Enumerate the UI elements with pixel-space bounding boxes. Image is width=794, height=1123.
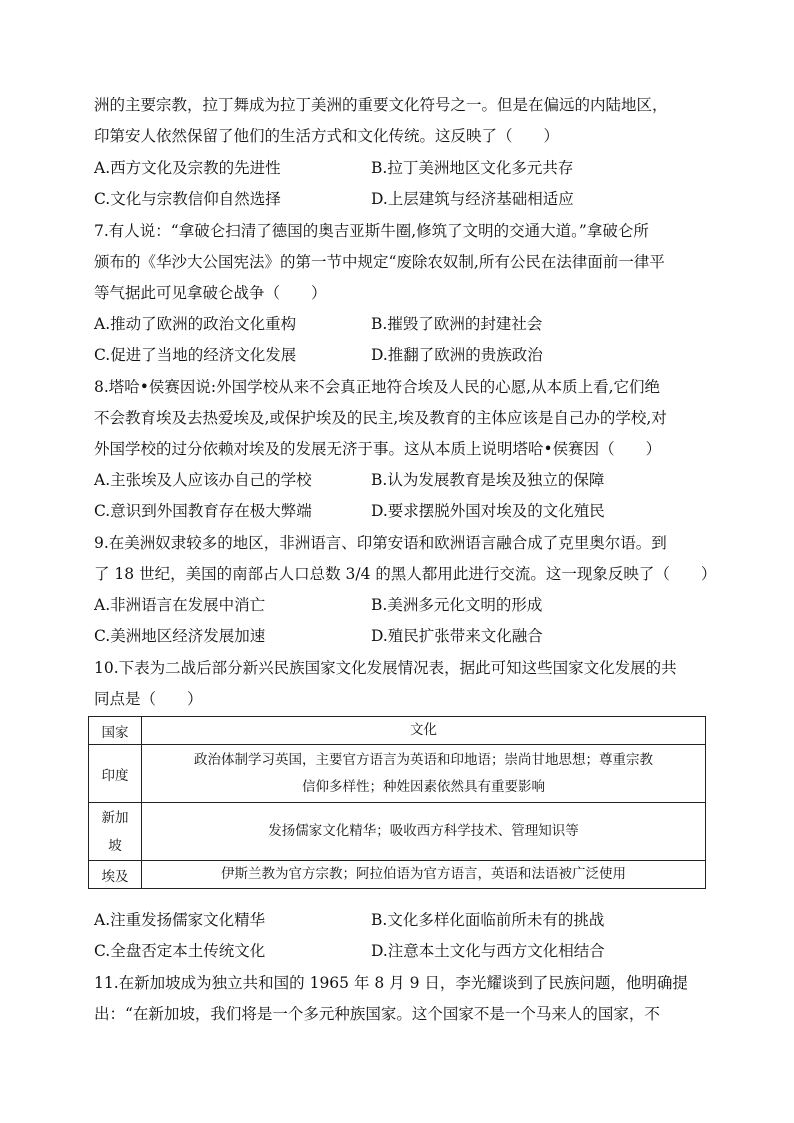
q8-option-b[interactable]: B.认为发展教育是埃及独立的保障 (371, 471, 605, 489)
q8-stem-line-1: 8.塔哈•侯赛因说:外国学校从来不会真正地符合埃及人民的心愿,从本质上看,它们绝 (94, 378, 661, 396)
q8-options-row-2 (94, 501, 714, 521)
q9-option-d[interactable]: D.殖民扩张带来文化融合 (371, 627, 543, 645)
q10-stem-line-2: 同点是（ ） (94, 690, 203, 708)
culture-india (142, 745, 706, 803)
q9-option-b[interactable]: B.美洲多元化文明的形成 (371, 596, 543, 614)
q6-option-a[interactable]: A.西方文化及宗教的先进性 (94, 159, 281, 177)
culture-table (88, 716, 706, 889)
culture-india-line-1: 政治体制学习英国，主要官方语言为英语和印地语；崇尚甘地思想；尊重宗教 (194, 751, 653, 768)
header-culture: 文化 (142, 717, 706, 745)
country-egypt: 埃及 (89, 861, 142, 889)
culture-india-line-2: 信仰多样性；种姓因素依然具有重要影响 (302, 778, 545, 795)
q9-options-row-1 (94, 595, 714, 615)
q11-stem-line-1: 11.在新加坡成为独立共和国的 1965 年 8 月 9 日，李光耀谈到了民族问题，他明确提 (94, 974, 688, 992)
q10-option-d[interactable]: D.注意本土文化与西方文化相结合 (371, 942, 605, 960)
q6-stem-line-1: 洲的主要宗教，拉丁舞成为拉丁美洲的重要文化符号之一。但是在偏远的内陆地区， (94, 96, 668, 114)
table-row-singapore (89, 803, 706, 861)
q6-options-row-2 (94, 189, 714, 209)
q10-option-a[interactable]: A.注重发扬儒家文化精华 (94, 911, 266, 929)
table-header-row (89, 717, 706, 745)
table-row-egypt (89, 861, 706, 889)
q8-option-c[interactable]: C.意识到外国教育存在极大弊端 (94, 502, 312, 520)
q7-option-d[interactable]: D.推翻了欧洲的贵族政治 (371, 346, 543, 364)
q8-option-a[interactable]: A.主张埃及人应该办自己的学校 (94, 471, 312, 489)
q6-option-c[interactable]: C.文化与宗教信仰自然选择 (94, 190, 281, 208)
culture-singapore: 发扬儒家文化精华；吸收西方科学技术、管理知识等 (142, 803, 706, 861)
q8-stem-line-3: 外国学校的过分依赖对埃及的发展无济于事。这从本质上说明塔哈•侯赛因（ ） (94, 440, 662, 458)
q9-option-a[interactable]: A.非洲语言在发展中消亡 (94, 596, 266, 614)
q7-option-a[interactable]: A.推动了欧洲的政治文化重构 (94, 315, 297, 333)
q9-option-c[interactable]: C.美洲地区经济发展加速 (94, 627, 266, 645)
country-singapore (89, 803, 142, 861)
country-india: 印度 (89, 745, 142, 803)
q6-options-row-1 (94, 158, 714, 178)
q10-stem-line-1: 10.下表为二战后部分新兴民族国家文化发展情况表，据此可知这些国家文化发展的共 (94, 659, 677, 677)
q7-stem-line-3: 等气据此可见拿破仑战争（ ） (94, 284, 327, 302)
q10-option-c[interactable]: C.全盘否定本土传统文化 (94, 942, 266, 960)
q9-stem-line-2: 了 18 世纪，美国的南部占人口总数 3/4 的黑人都用此进行交流。这一现象反映了（ ） (94, 565, 717, 583)
q11-stem-line-2: 出：“在新加坡，我们将是一个多元种族国家。这个国家不是一个马来人的国家，不 (94, 1005, 660, 1023)
q10-options-row-1 (94, 910, 714, 930)
q7-stem-line-1: 7.有人说：“拿破仑扫清了德国的奥吉亚斯牛圈,修筑了文明的交通大道。”拿破仑所 (94, 222, 649, 240)
q9-options-row-2 (94, 626, 714, 646)
country-singapore-line-1: 新加 (101, 809, 129, 826)
q8-options-row-1 (94, 470, 714, 490)
culture-egypt: 伊斯兰教为官方宗教；阿拉伯语为官方语言，英语和法语被广泛使用 (142, 861, 706, 889)
q8-option-d[interactable]: D.要求摆脱外国对埃及的文化殖民 (371, 502, 605, 520)
q8-stem-line-2: 不会教育埃及去热爱埃及,或保护埃及的民主,埃及教育的主体应该是自己办的学校,对 (94, 409, 667, 427)
header-country: 国家 (89, 717, 142, 745)
q7-option-c[interactable]: C.促进了当地的经济文化发展 (94, 346, 297, 364)
country-singapore-line-2: 坡 (108, 837, 122, 854)
table-row-india (89, 745, 706, 803)
q9-stem-line-1: 9.在美洲奴隶较多的地区，非洲语言、印第安语和欧洲语言融合成了克里奥尔语。到 (94, 534, 667, 552)
q7-options-row-2 (94, 345, 714, 365)
q6-stem-line-2: 印第安人依然保留了他们的生活方式和文化传统。这反映了（ ） (94, 127, 560, 145)
q6-option-d[interactable]: D.上层建筑与经济基础相适应 (371, 190, 574, 208)
q7-option-b[interactable]: B.摧毁了欧洲的封建社会 (371, 315, 543, 333)
q10-option-b[interactable]: B.文化多样化面临前所未有的挑战 (371, 911, 605, 929)
q7-options-row-1 (94, 314, 714, 334)
q6-option-b[interactable]: B.拉丁美洲地区文化多元共存 (371, 159, 574, 177)
q7-stem-line-2: 颁布的《华沙大公国宪法》的第一节中规定“废除农奴制,所有公民在法律面前一律平 (94, 253, 665, 271)
q10-options-row-2 (94, 941, 714, 961)
